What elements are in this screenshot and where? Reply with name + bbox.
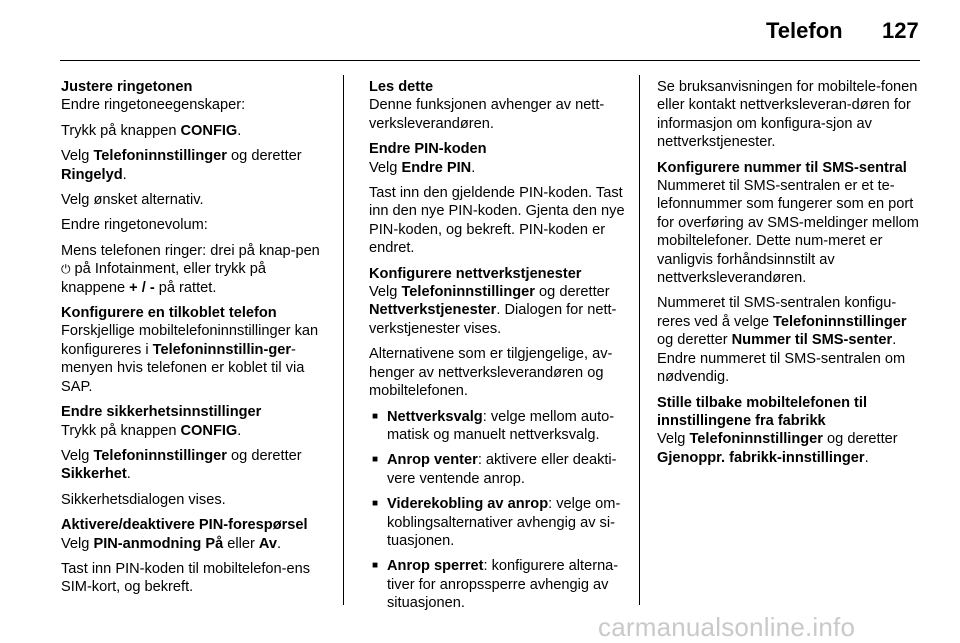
bullet-square-icon: ■: [372, 498, 379, 510]
option-name: Viderekobling av anrop: [387, 496, 549, 513]
conn-heading: Konfigurere en tilkoblet telefon: [61, 305, 277, 322]
text: Velg: [61, 148, 94, 165]
volume-keys: + / -: [129, 279, 155, 296]
sms-p2: [657, 294, 921, 386]
sec-p2: [61, 447, 329, 484]
text: .: [122, 166, 127, 183]
list-item: [369, 495, 625, 550]
col3-p1: Se bruksanvisningen for mobiltele-fonen eller kontakt nettverksleveran-døren for informasjon om konfigura-sjon av nettverkstjenester.: [657, 79, 918, 151]
menu-term: Nettverkstjenester: [369, 302, 497, 319]
text: og deretter: [534, 284, 610, 301]
network-options-list: [369, 408, 625, 613]
column-divider-1: [343, 75, 344, 605]
option-desc: : aktivere eller deakti-vere ventende anrop.: [387, 452, 617, 487]
menu-term: PIN-anmodning På: [93, 535, 224, 552]
watermark: carmanualsonline.info: [598, 612, 856, 642]
reset-p1: [657, 430, 921, 467]
menu-term: Telefoninnstillinger: [773, 313, 907, 330]
text: -menyen hvis telefonen er koblet til via SAP.: [61, 341, 305, 395]
note-text: Denne funksjonen avhenger av nett-verksleverandøren.: [369, 97, 605, 132]
page-title: Telefon: [766, 18, 843, 43]
pinchg-p1: [369, 159, 625, 177]
list-item: [369, 557, 625, 612]
text: Forskjellige mobiltelefoninnstillinger kan konfigureres i: [61, 323, 319, 358]
pinchg-heading: Endre PIN-koden: [369, 141, 487, 158]
menu-term: Av: [258, 535, 278, 552]
text: .: [471, 159, 476, 176]
text: . Endre nummeret til SMS-sentralen om nødvendig.: [657, 332, 906, 386]
column-divider-2: [639, 75, 640, 605]
option-desc: : velge mellom auto-matisk og manuelt nettverksvalg.: [387, 408, 615, 443]
config-key: CONFIG: [180, 422, 238, 439]
menu-term: Telefoninnstillin-ger: [152, 341, 292, 358]
net-p2: Alternativene som er tilgjengelige, av-henger av nettverksleverandøren og mobiltelefonen.: [369, 346, 613, 400]
sec-p1: [61, 422, 329, 440]
menu-term: Ringelyd: [61, 166, 123, 183]
sec-heading: Endre sikkerhetsinnstillinger: [61, 404, 262, 421]
menu-term: Endre PIN: [401, 159, 472, 176]
text: og deretter: [822, 431, 898, 448]
text: Mens telefonen ringer: drei på knap-pen: [61, 242, 320, 259]
text: .: [864, 449, 869, 466]
text: Velg: [61, 447, 94, 464]
option-name: Anrop sperret: [387, 558, 484, 575]
sec-p3: Sikkerhetsdialogen vises.: [61, 491, 226, 508]
ring-p4: Velg ønsket alternativ.: [61, 192, 204, 209]
ring-heading: Justere ringetonen: [61, 79, 193, 95]
text: Velg: [657, 431, 690, 448]
ring-p1: Endre ringetoneegenskaper:: [61, 97, 246, 114]
text: eller: [223, 535, 259, 552]
text: .: [126, 466, 131, 483]
text: .: [237, 422, 242, 439]
column-2: [369, 78, 625, 620]
text: Velg: [61, 535, 94, 552]
option-desc: : velge om-koblingsalternativer avhengig av si-tuasjonen.: [387, 496, 621, 549]
reset-heading: Stille tilbake mobiltelefonen til innstillingene fra fabrikk: [657, 394, 868, 429]
column-3: [657, 78, 921, 474]
ring-p3: [61, 147, 329, 184]
config-key: CONFIG: [180, 122, 238, 139]
net-heading: Konfigurere nettverkstjenester: [369, 265, 582, 282]
ring-p6: [61, 242, 329, 297]
text: på rattet.: [154, 279, 217, 296]
page-header: [0, 0, 960, 60]
ring-p2: [61, 122, 329, 140]
menu-term: Sikkerhet: [61, 466, 127, 483]
text: Trykk på knappen: [61, 422, 181, 439]
ring-p5: Endre ringetonevolum:: [61, 217, 208, 234]
note-heading: Les dette: [369, 79, 434, 95]
text: og deretter: [226, 148, 302, 165]
menu-term: Nummer til SMS-senter: [731, 332, 893, 349]
text: .: [237, 122, 242, 139]
list-item: [369, 408, 625, 445]
list-item: [369, 451, 625, 488]
text: Nummeret til SMS-sentralen konfigu-reres ved å velge: [657, 295, 897, 330]
text: .: [277, 535, 282, 552]
option-name: Anrop venter: [387, 452, 478, 469]
pin-p2: Tast inn PIN-koden til mobiltelefon-ens SIM-kort, og bekreft.: [61, 560, 311, 596]
text: og deretter: [657, 332, 732, 349]
option-desc: : konfigurere alterna-tiver for anropssperre avhengig av situasjonen.: [387, 558, 619, 612]
sms-p1: Nummeret til SMS-sentralen er et te-lefonnummer som fungerer som en port for overføring av SMS-meldinger mellom mobiltelefoner. Dette num-meret er vanligvis forhåndsinnstilt av nettverksleverandøren.: [657, 178, 919, 287]
column-1: [61, 78, 329, 604]
menu-term: Telefoninnstillinger: [401, 284, 535, 301]
text: på Infotainment, eller trykk på knappene: [61, 261, 266, 296]
net-p1: [369, 283, 625, 338]
menu-term: Telefoninnstillinger: [689, 431, 823, 448]
text: Velg: [369, 284, 402, 301]
bullet-square-icon: ■: [372, 410, 379, 422]
menu-term: Telefoninnstillinger: [93, 148, 227, 165]
header-rule: [60, 60, 920, 61]
sms-heading: Konfigurere nummer til SMS-sentral: [657, 159, 907, 176]
menu-term: Telefoninnstillinger: [93, 447, 227, 464]
menu-term: Gjenoppr. fabrikk-innstillinger: [657, 449, 865, 466]
bullet-square-icon: ■: [372, 560, 379, 572]
text: og deretter: [226, 447, 302, 464]
option-name: Nettverksvalg: [387, 408, 483, 425]
page-number: 127: [882, 18, 919, 43]
bullet-square-icon: ■: [372, 454, 379, 466]
pinchg-p2: Tast inn den gjeldende PIN-koden. Tast inn den nye PIN-koden. Gjenta den nye PIN-koden, og bekreft. PIN-koden er endret.: [369, 185, 625, 257]
text: Trykk på knappen: [61, 122, 181, 139]
conn-p1: [61, 322, 329, 396]
power-knob-icon: ⏻: [61, 262, 71, 277]
text: . Dialogen for nett-verkstjenester vises.: [369, 302, 617, 337]
pin-heading: Aktivere/deaktivere PIN-forespørsel: [61, 517, 308, 534]
text: Velg: [369, 159, 402, 176]
pin-p1: [61, 535, 329, 553]
